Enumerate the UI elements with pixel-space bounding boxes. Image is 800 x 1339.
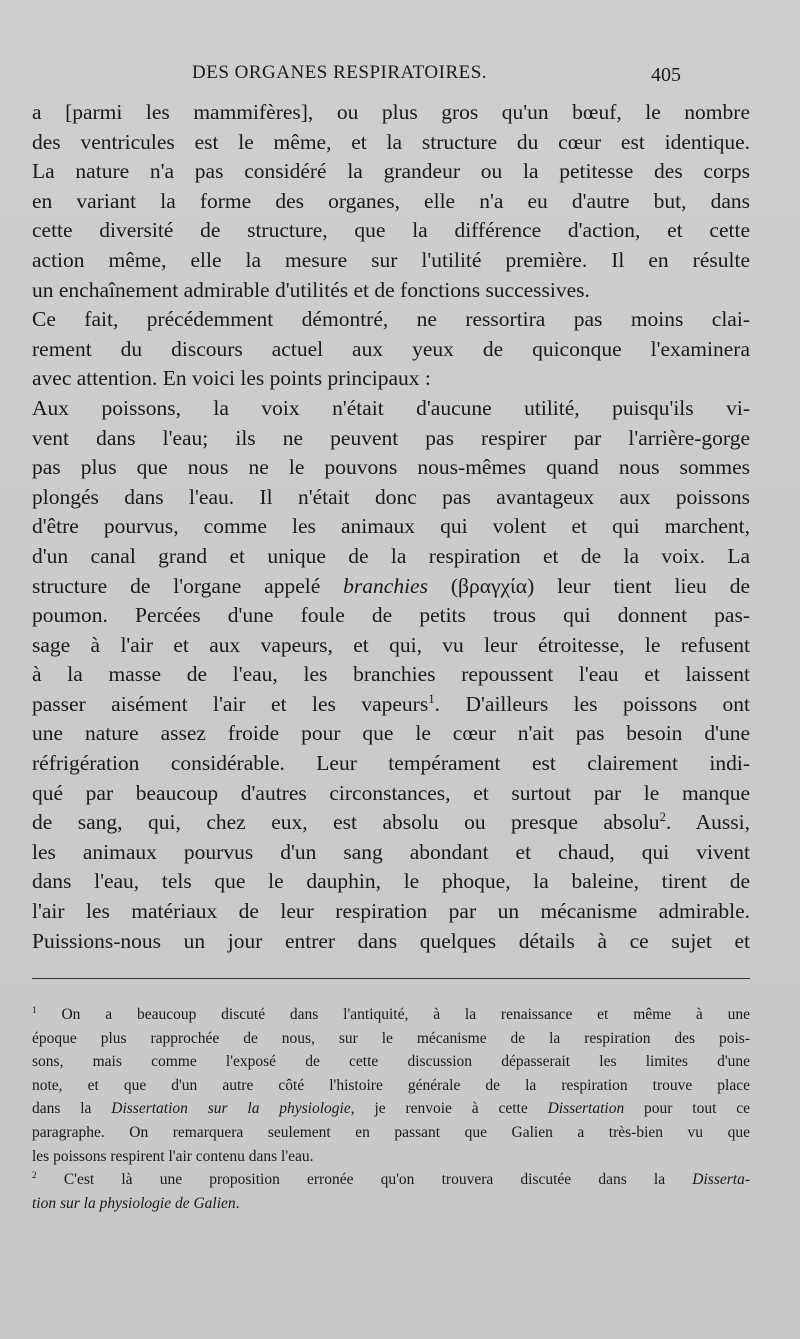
- footnote-2-line: [32, 1192, 750, 1216]
- text-line: vent dans l'eau; ils ne peuvent pas respirer par l'arrière-gorge: [32, 425, 750, 450]
- text-line: poumon. Percées d'une foule de petits trous qui donnent pas-: [32, 603, 750, 628]
- footnote-2-line: [32, 1168, 750, 1192]
- footnote-1-line: note, et que d'un autre côté l'histoire générale de la respiration trouve place: [32, 1076, 750, 1094]
- text-line: Aux poissons, la voix n'était d'aucune utilité, puisqu'ils vi-: [32, 395, 750, 420]
- text-line: réfrigération considérable. Leur tempérament est clairement indi-: [32, 751, 750, 776]
- text-line: La nature n'a pas considéré la grandeur ou la petitesse des corps: [32, 159, 750, 184]
- text-segment: . Aussi,: [665, 810, 750, 835]
- footnote-rule: [32, 978, 750, 979]
- text-segment: pour tout ce: [624, 1100, 750, 1118]
- footnote-1-line: les poissons respirent l'air contenu dans l'eau.: [32, 1147, 314, 1165]
- text-line: d'un canal grand et unique de la respiration et de la voix. La: [32, 543, 750, 568]
- text-line-branchies: [32, 572, 750, 602]
- footnote-marker: 1: [32, 1005, 37, 1016]
- footnote-1-line: [32, 1097, 750, 1121]
- page-number: 405: [651, 64, 681, 86]
- footnote-marker: 2: [32, 1171, 37, 1181]
- text-line-sang: [32, 808, 750, 838]
- text-segment: de sang, qui, chez eux, est absolu ou presque absolu: [32, 810, 660, 835]
- text-line: plongés dans l'eau. Il n'était donc pas avantageux aux poissons: [32, 484, 750, 509]
- text-line: dans l'eau, tels que le dauphin, le phoque, la baleine, tirent de: [32, 869, 750, 894]
- footnote-1-line: époque plus rapprochée de nous, sur le mécanisme de la respiration des pois-: [32, 1029, 750, 1047]
- text-line: a [parmi les mammifères], ou plus gros qu'un bœuf, le nombre: [32, 100, 750, 124]
- text-line: sage à l'air et aux vapeurs, et qui, vu leur étroitesse, le refusent: [32, 632, 750, 657]
- text-line: des ventricules est le même, et la structure du cœur est identique.: [32, 129, 750, 154]
- text-segment: .: [235, 1194, 240, 1212]
- text-segment: . D'ailleurs les poissons ont: [434, 691, 750, 716]
- text-line: avec attention. En voici les points principaux :: [32, 366, 431, 391]
- text-line-vapeurs: [32, 690, 750, 720]
- footnote-1-line: paragraphe. On remarquera seulement en passant que Galien a très-bien vu que: [32, 1123, 750, 1141]
- text-line: qué par beaucoup d'autres circonstances, et surtout par le manque: [32, 780, 750, 805]
- text-segment: passer aisément l'air et les vapeurs: [32, 691, 429, 716]
- text-segment: ) leur tient lieu de: [527, 573, 750, 598]
- italic-title: Dissertation: [547, 1100, 625, 1118]
- text-segment: (: [427, 573, 459, 598]
- italic-term: branchies: [343, 573, 428, 598]
- text-line: les animaux pourvus d'un sang abondant et chaud, qui vivent: [32, 839, 750, 864]
- text-line: en variant la forme des organes, elle n'a eu d'autre but, dans: [32, 188, 750, 213]
- text-segment: , je renvoie à cette: [350, 1100, 548, 1118]
- text-segment: C'est là une proposition erronée qu'on trouvera discutée dans la: [36, 1171, 693, 1189]
- text-line: rement du discours actuel aux yeux de quiconque l'examinera: [32, 336, 750, 361]
- text-line: l'air les matériaux de leur respiration par un mécanisme admirable.: [32, 899, 750, 924]
- running-head: DES ORGANES RESPIRATOIRES.: [192, 62, 488, 83]
- italic-title: tion sur la physiologie de Galien: [32, 1194, 236, 1212]
- text-line: Puissions-nous un jour entrer dans quelques détails à ce sujet et: [32, 928, 750, 953]
- italic-title: Dissertation sur la physiologie: [111, 1100, 351, 1118]
- greek-term: βραγχία: [458, 573, 528, 598]
- text-segment: dans la: [32, 1100, 112, 1118]
- text-line: un enchaînement admirable d'utilités et de fonctions successives.: [32, 277, 590, 302]
- footnote-ref[interactable]: 2: [659, 810, 666, 825]
- text-line: d'être pourvus, comme les animaux qui volent et qui marchent,: [32, 514, 750, 539]
- body-text: [32, 98, 750, 956]
- text-line: à la masse de l'eau, les branchies repoussent l'eau et laissent: [32, 662, 750, 687]
- text-segment: On a beaucoup discuté dans l'antiquité, à la renaissance et même à une: [36, 1006, 750, 1023]
- text-line: une nature assez froide pour que le cœur n'ait pas besoin d'une: [32, 721, 750, 746]
- italic-title: Disserta-: [692, 1171, 750, 1189]
- footnote-ref[interactable]: 1: [428, 691, 435, 706]
- text-segment: structure de l'organe appelé: [32, 573, 344, 598]
- text-line: pas plus que nous ne le pouvons nous-mêmes quand nous sommes: [32, 455, 750, 480]
- footnote-1-line: sons, mais comme l'exposé de cette discussion dépasserait les limites d'une: [32, 1053, 750, 1071]
- footnotes: [32, 1003, 750, 1215]
- text-line: action même, elle la mesure sur l'utilité première. Il en résulte: [32, 247, 750, 272]
- text-line: Ce fait, précédemment démontré, ne ressortira pas moins clai-: [32, 307, 750, 332]
- footnote-1-line: [32, 1003, 750, 1027]
- text-line: cette diversité de structure, que la différence d'action, et cette: [32, 218, 750, 243]
